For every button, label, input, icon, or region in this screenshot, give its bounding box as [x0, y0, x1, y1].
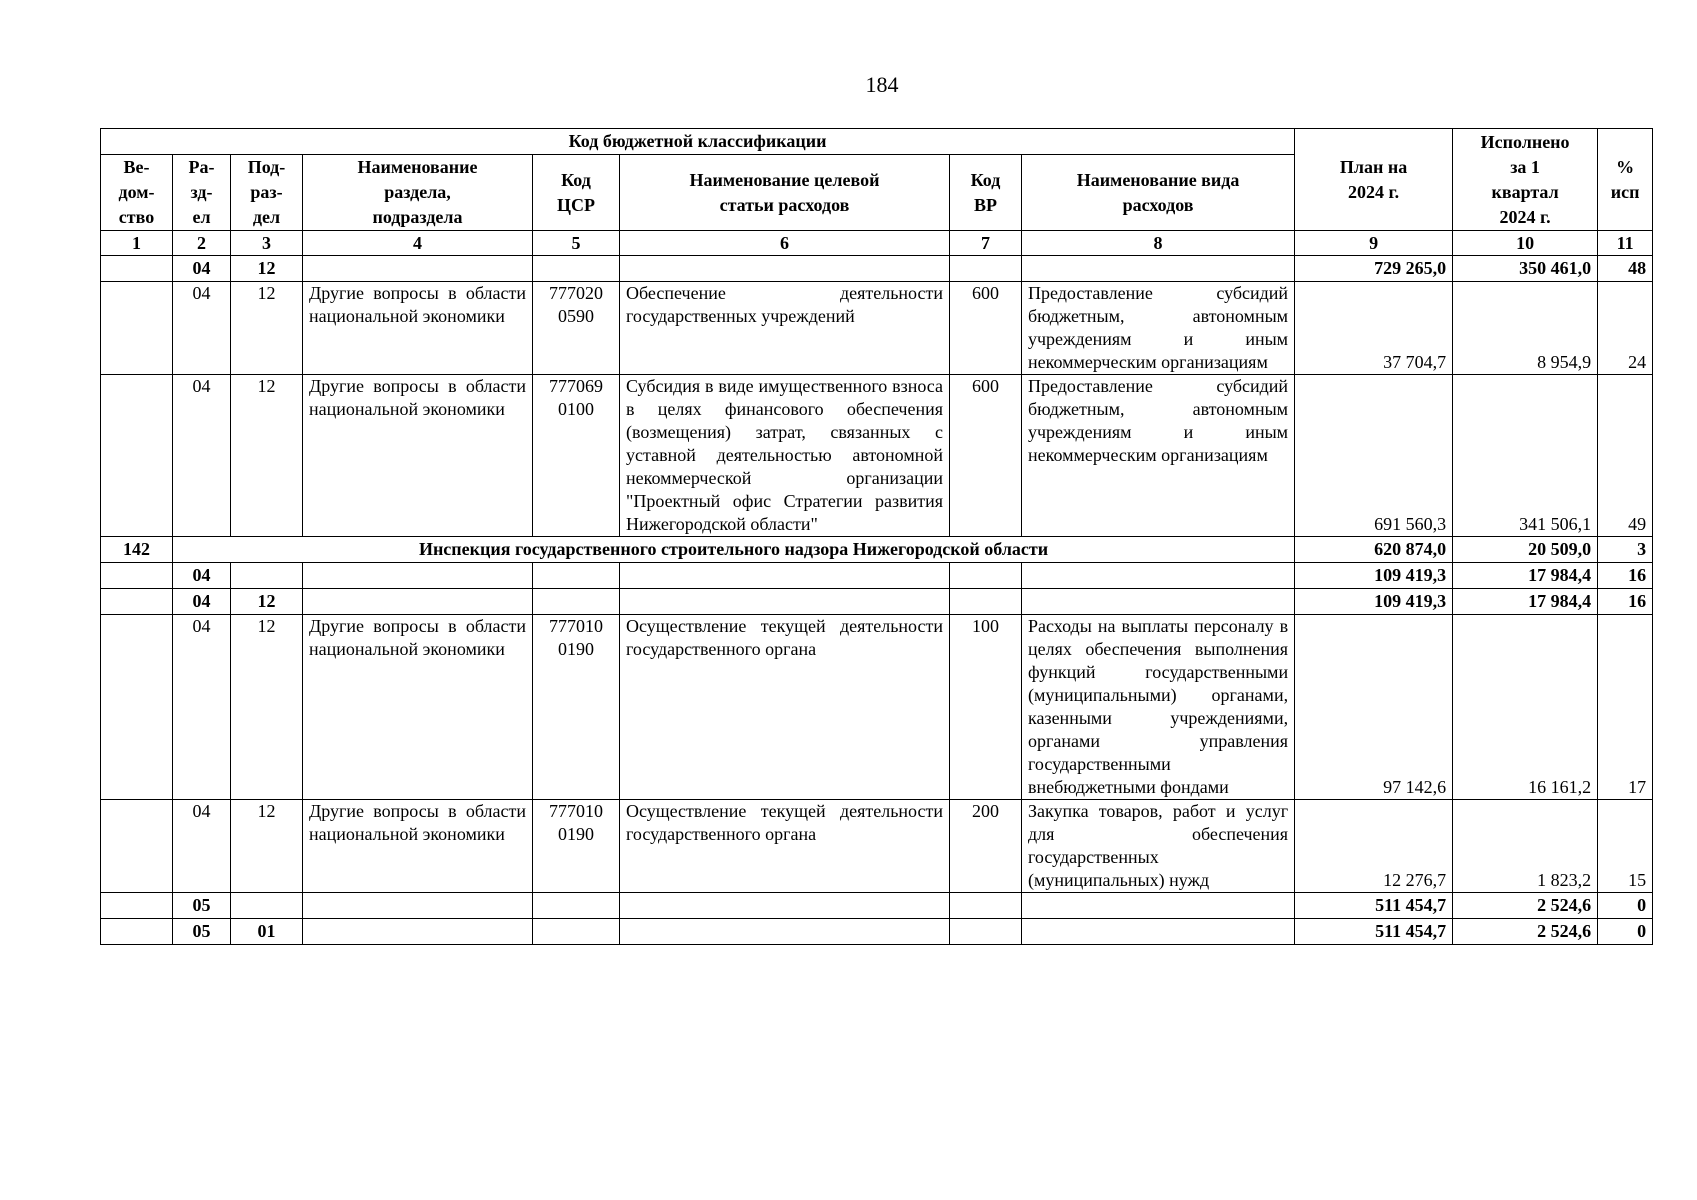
percent-cell: 16	[1598, 589, 1653, 615]
podrazdel-cell: 12	[231, 589, 303, 615]
header-numbers-row	[101, 231, 1653, 256]
expense-type-cell: Закупка товаров, работ и услуг для обеспечения государственных (муниципальных) нужд	[1022, 800, 1295, 893]
col-number: 9	[1295, 231, 1453, 256]
csr-cell	[533, 256, 620, 282]
plan-cell: 97 142,6	[1295, 615, 1453, 800]
executed-cell: 20 509,0	[1453, 537, 1598, 563]
col-number: 6	[620, 231, 950, 256]
plan-cell: 12 276,7	[1295, 800, 1453, 893]
executed-cell: 350 461,0	[1453, 256, 1598, 282]
expense-type-cell: Расходы на выплаты персоналу в целях обеспечения выполнения функций государственными (муниципальными) органами, казенными учреждениями, органами управления государственными внебюджетными фондами	[1022, 615, 1295, 800]
header-col-3: Под- раз- дел	[231, 155, 303, 231]
table-row	[101, 589, 1653, 615]
podrazdel-cell: 12	[231, 256, 303, 282]
csr-cell: 777020 0590	[533, 282, 620, 375]
agency-name-cell: Инспекция государственного строительного надзора Нижегородской области	[173, 537, 1295, 563]
podrazdel-cell: 12	[231, 615, 303, 800]
percent-cell: 24	[1598, 282, 1653, 375]
plan-cell: 511 454,7	[1295, 919, 1453, 945]
plan-cell: 109 419,3	[1295, 589, 1453, 615]
podrazdel-cell	[231, 893, 303, 919]
header-col-11: % исп	[1598, 129, 1653, 231]
expense-type-cell	[1022, 589, 1295, 615]
vr-cell	[950, 589, 1022, 615]
table-row	[101, 282, 1653, 375]
section-name-cell: Другие вопросы в области национальной экономики	[303, 375, 533, 537]
col-number: 1	[101, 231, 173, 256]
page-number: 184	[865, 72, 899, 97]
vr-cell	[950, 256, 1022, 282]
section-name-cell	[303, 589, 533, 615]
vedomstvo-cell	[101, 589, 173, 615]
csr-cell	[533, 563, 620, 589]
razdel-cell: 04	[173, 589, 231, 615]
header-group-row	[101, 129, 1653, 155]
header-budget-classification: Код бюджетной классификации	[101, 129, 1295, 155]
percent-cell: 0	[1598, 893, 1653, 919]
header-col-4: Наименование раздела, подраздела	[303, 155, 533, 231]
header-col-5: Код ЦСР	[533, 155, 620, 231]
vedomstvo-cell	[101, 256, 173, 282]
expense-type-cell: Предоставление субсидий бюджетным, автономным учреждениям и иным некоммерческим организациям	[1022, 282, 1295, 375]
col-number: 11	[1598, 231, 1653, 256]
vr-cell: 100	[950, 615, 1022, 800]
percent-cell: 49	[1598, 375, 1653, 537]
plan-cell: 511 454,7	[1295, 893, 1453, 919]
header-col-6: Наименование целевой статьи расходов	[620, 155, 950, 231]
executed-cell: 2 524,6	[1453, 893, 1598, 919]
percent-cell: 16	[1598, 563, 1653, 589]
vedomstvo-cell	[101, 800, 173, 893]
csr-cell: 777010 0190	[533, 615, 620, 800]
executed-cell: 8 954,9	[1453, 282, 1598, 375]
col-number: 7	[950, 231, 1022, 256]
section-name-cell: Другие вопросы в области национальной экономики	[303, 615, 533, 800]
podrazdel-cell: 12	[231, 282, 303, 375]
table-row	[101, 800, 1653, 893]
csr-cell	[533, 589, 620, 615]
vedomstvo-cell	[101, 893, 173, 919]
razdel-cell: 05	[173, 893, 231, 919]
razdel-cell: 04	[173, 563, 231, 589]
agency-row	[101, 537, 1653, 563]
percent-cell: 17	[1598, 615, 1653, 800]
executed-cell: 16 161,2	[1453, 615, 1598, 800]
razdel-cell: 05	[173, 919, 231, 945]
budget-table	[100, 128, 1653, 945]
executed-cell: 17 984,4	[1453, 589, 1598, 615]
col-number: 10	[1453, 231, 1598, 256]
percent-cell: 15	[1598, 800, 1653, 893]
podrazdel-cell: 01	[231, 919, 303, 945]
executed-cell: 17 984,4	[1453, 563, 1598, 589]
target-name-cell: Обеспечение деятельности государственных учреждений	[620, 282, 950, 375]
col-number: 3	[231, 231, 303, 256]
target-name-cell	[620, 589, 950, 615]
header-col-7: Код ВР	[950, 155, 1022, 231]
vedomstvo-cell	[101, 615, 173, 800]
podrazdel-cell: 12	[231, 375, 303, 537]
expense-type-cell	[1022, 893, 1295, 919]
vedomstvo-cell	[101, 375, 173, 537]
target-name-cell	[620, 256, 950, 282]
vr-cell	[950, 893, 1022, 919]
col-number: 8	[1022, 231, 1295, 256]
target-name-cell	[620, 563, 950, 589]
target-name-cell: Осуществление текущей деятельности государственного органа	[620, 615, 950, 800]
section-name-cell	[303, 256, 533, 282]
header-col-9: План на 2024 г.	[1295, 129, 1453, 231]
razdel-cell: 04	[173, 282, 231, 375]
table-row	[101, 893, 1653, 919]
vedomstvo-cell: 142	[101, 537, 173, 563]
plan-cell: 37 704,7	[1295, 282, 1453, 375]
csr-cell	[533, 893, 620, 919]
expense-type-cell	[1022, 256, 1295, 282]
table-row	[101, 375, 1653, 537]
section-name-cell	[303, 919, 533, 945]
col-number: 2	[173, 231, 231, 256]
target-name-cell: Осуществление текущей деятельности государственного органа	[620, 800, 950, 893]
vr-cell	[950, 919, 1022, 945]
razdel-cell: 04	[173, 256, 231, 282]
table-row	[101, 256, 1653, 282]
percent-cell: 3	[1598, 537, 1653, 563]
header-col-1: Ве- дом- ство	[101, 155, 173, 231]
target-name-cell: Субсидия в виде имущественного взноса в целях финансового обеспечения (возмещения) затрат, связанных с уставной деятельностью автономной некоммерческой организации "Проектный офис Стратегии развития Нижегородской области"	[620, 375, 950, 537]
razdel-cell: 04	[173, 375, 231, 537]
podrazdel-cell: 12	[231, 800, 303, 893]
executed-cell: 1 823,2	[1453, 800, 1598, 893]
percent-cell: 0	[1598, 919, 1653, 945]
plan-cell: 109 419,3	[1295, 563, 1453, 589]
target-name-cell	[620, 919, 950, 945]
expense-type-cell	[1022, 563, 1295, 589]
vedomstvo-cell	[101, 282, 173, 375]
plan-cell: 620 874,0	[1295, 537, 1453, 563]
razdel-cell: 04	[173, 615, 231, 800]
vr-cell	[950, 563, 1022, 589]
razdel-cell: 04	[173, 800, 231, 893]
expense-type-cell: Предоставление субсидий бюджетным, автономным учреждениям и иным некоммерческим организациям	[1022, 375, 1295, 537]
table-row	[101, 919, 1653, 945]
vedomstvo-cell	[101, 919, 173, 945]
section-name-cell	[303, 563, 533, 589]
table-row	[101, 615, 1653, 800]
podrazdel-cell	[231, 563, 303, 589]
vedomstvo-cell	[101, 563, 173, 589]
header-col-8: Наименование вида расходов	[1022, 155, 1295, 231]
executed-cell: 341 506,1	[1453, 375, 1598, 537]
header-col-2: Ра- зд- ел	[173, 155, 231, 231]
table-row	[101, 563, 1653, 589]
plan-cell: 729 265,0	[1295, 256, 1453, 282]
percent-cell: 48	[1598, 256, 1653, 282]
target-name-cell	[620, 893, 950, 919]
plan-cell: 691 560,3	[1295, 375, 1453, 537]
header-col-10: Исполнено за 1 квартал 2024 г.	[1453, 129, 1598, 231]
executed-cell: 2 524,6	[1453, 919, 1598, 945]
col-number: 5	[533, 231, 620, 256]
vr-cell: 600	[950, 282, 1022, 375]
vr-cell: 200	[950, 800, 1022, 893]
section-name-cell	[303, 893, 533, 919]
vr-cell: 600	[950, 375, 1022, 537]
expense-type-cell	[1022, 919, 1295, 945]
csr-cell	[533, 919, 620, 945]
csr-cell: 777069 0100	[533, 375, 620, 537]
csr-cell: 777010 0190	[533, 800, 620, 893]
section-name-cell: Другие вопросы в области национальной экономики	[303, 282, 533, 375]
col-number: 4	[303, 231, 533, 256]
section-name-cell: Другие вопросы в области национальной экономики	[303, 800, 533, 893]
